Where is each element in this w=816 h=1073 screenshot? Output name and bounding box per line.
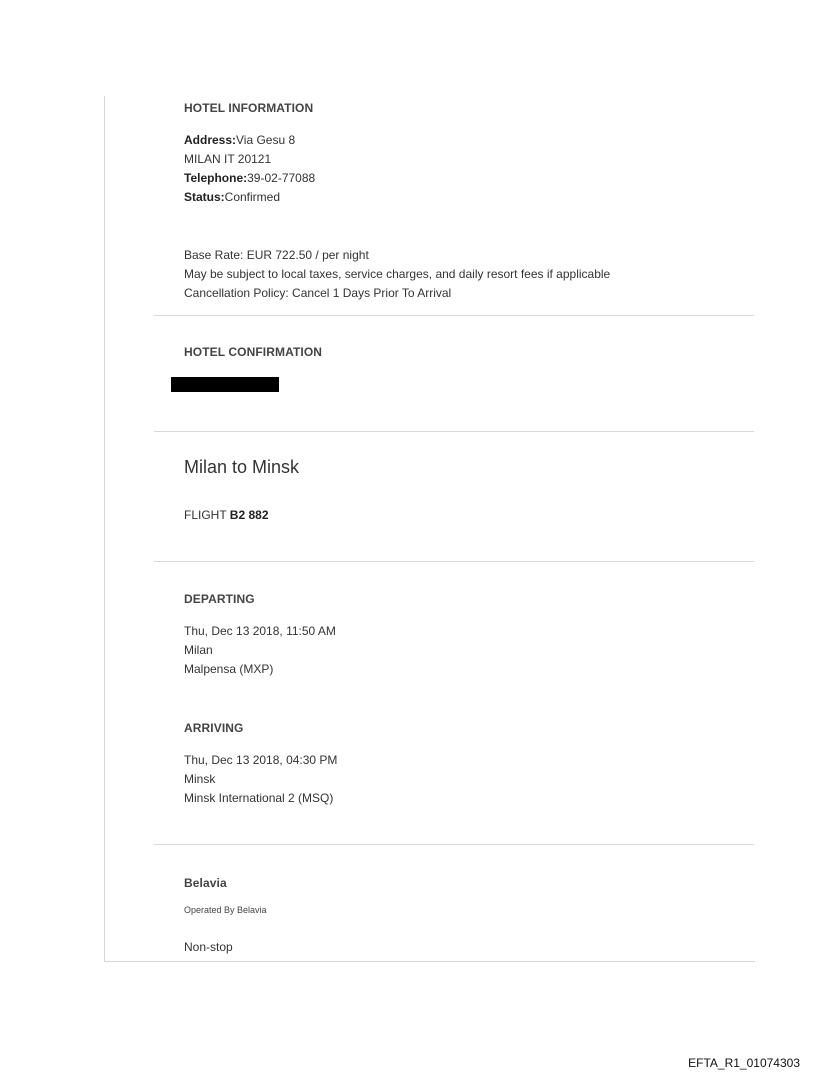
carrier-name: Belavia [184,876,227,890]
flight-number-line [184,506,269,525]
redacted-confirmation-number [171,377,279,392]
departing-details [184,622,336,679]
departing-airport: Malpensa (MXP) [184,662,274,676]
address-label: Address: [184,133,237,147]
departing-city: Milan [184,643,213,657]
arriving-heading: ARRIVING [184,721,244,735]
arriving-datetime: Thu, Dec 13 2018, 04:30 PM [184,753,338,767]
hotel-telephone-line [184,169,315,188]
arriving-details [184,751,337,808]
hotel-rate-block [184,246,610,303]
address-value: Via Gesu 8 [236,133,296,147]
flight-label: FLIGHT [184,508,230,522]
hotel-status-line [184,188,315,207]
departing-heading: DEPARTING [184,592,255,606]
hotel-address-block [184,131,315,207]
flight-number: B2 882 [229,508,269,522]
hotel-city-line: MILAN IT 20121 [184,152,272,166]
cancellation-policy: Cancellation Policy: Cancel 1 Days Prior To Arrival [184,286,452,300]
base-rate: Base Rate: EUR 722.50 / per night [184,248,369,262]
route-title: Milan to Minsk [184,457,300,477]
stops-info: Non-stop [184,940,233,954]
telephone-value: 39-02-77088 [247,171,316,185]
document-id: EFTA_R1_01074303 [688,1056,800,1070]
itinerary-frame [104,96,755,962]
status-value: Confirmed [224,190,281,204]
status-label: Status: [184,190,225,204]
section-divider [154,431,754,432]
departing-datetime: Thu, Dec 13 2018, 11:50 AM [184,624,336,638]
hotel-confirmation-heading: HOTEL CONFIRMATION [184,345,323,359]
section-divider [154,844,754,845]
telephone-label: Telephone: [184,171,248,185]
hotel-information-heading: HOTEL INFORMATION [184,101,314,115]
section-divider [154,561,754,562]
section-divider [154,315,754,316]
arriving-airport: Minsk International 2 (MSQ) [184,791,334,805]
arriving-city: Minsk [184,772,216,786]
taxes-note: May be subject to local taxes, service charges, and daily resort fees if applicable [184,267,611,281]
operated-by: Operated By Belavia [184,905,267,915]
hotel-address-line [184,131,315,150]
